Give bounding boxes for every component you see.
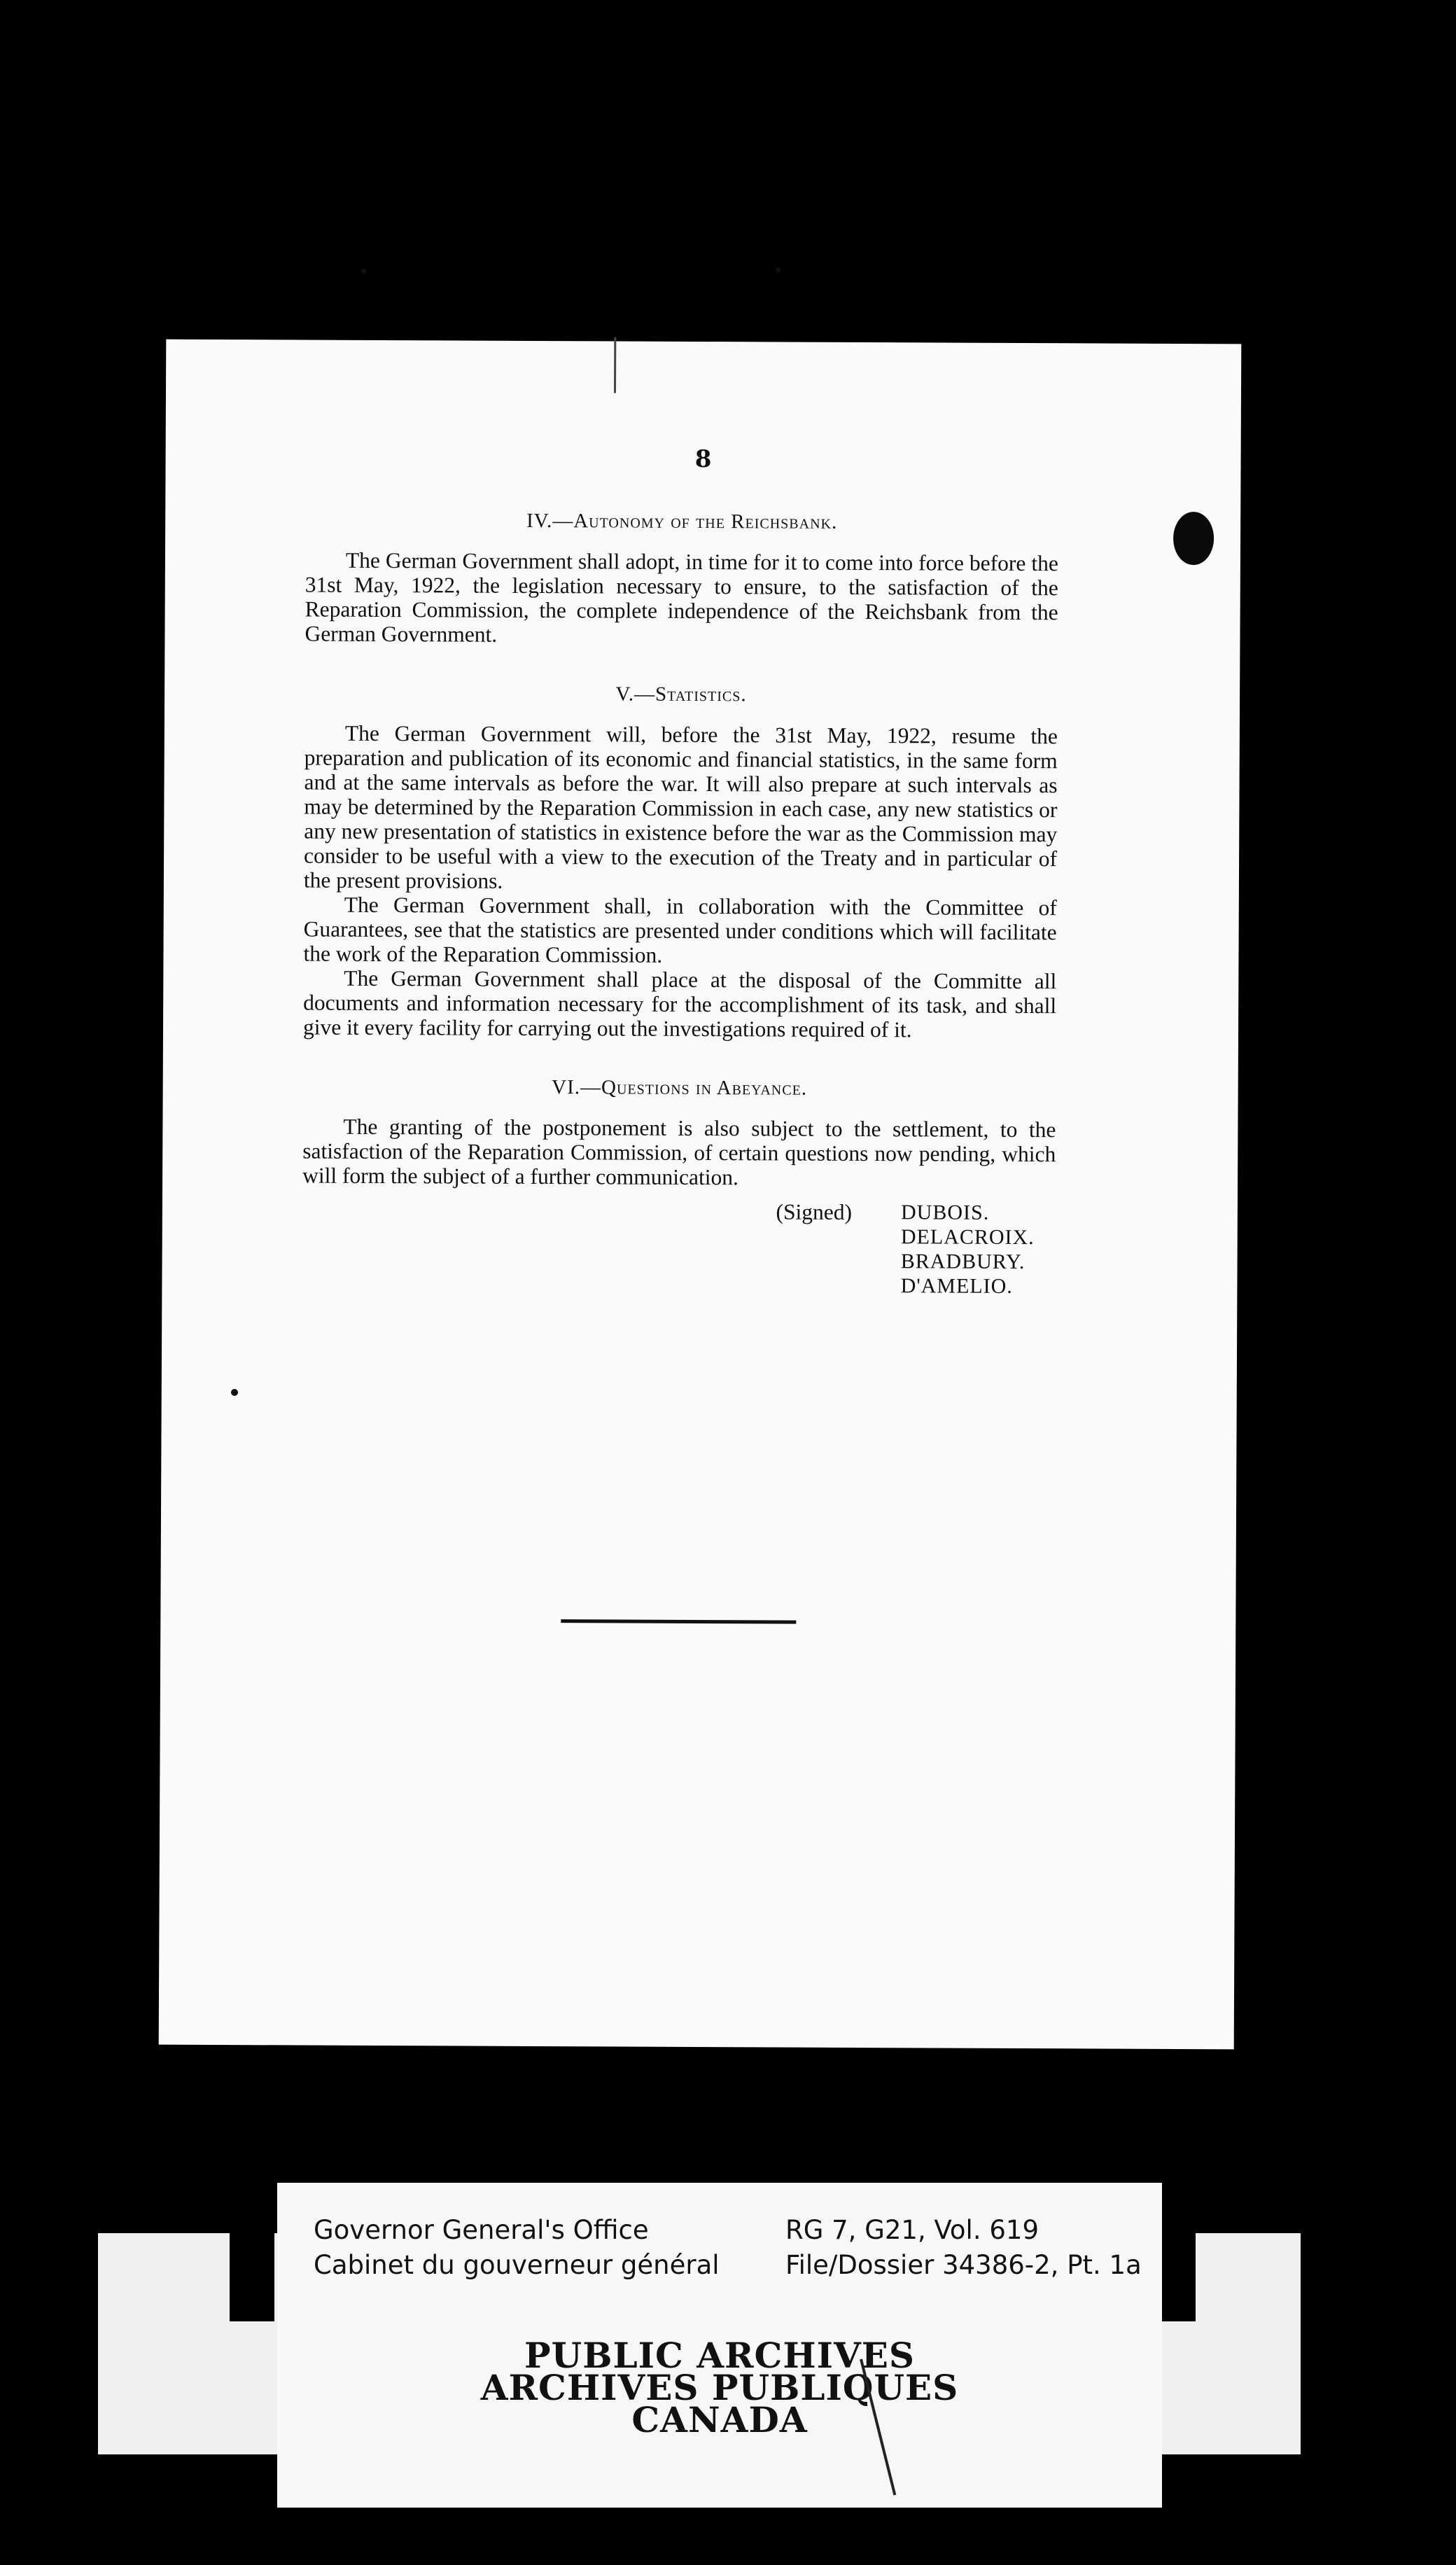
- office-name-fr: Cabinet du gouverneur général: [314, 2250, 720, 2280]
- label-notch: [1162, 2233, 1196, 2321]
- document-body: [302, 508, 1058, 1299]
- signed-label: (Signed): [776, 1199, 853, 1224]
- archive-label: [277, 2183, 1162, 2508]
- signatory: D'AMELIO.: [900, 1274, 1013, 1298]
- section-heading: IV.—Autonomy of the Reichsbank.: [526, 509, 838, 533]
- signature-block: [302, 1198, 1056, 1299]
- label-notch: [230, 2233, 274, 2321]
- dust-speck: [231, 1389, 238, 1396]
- reference-file: File/Dossier 34386-2, Pt. 1a: [785, 2250, 1142, 2280]
- archives-stamp-line: CANADA: [631, 2399, 808, 2440]
- signatory-list: [901, 1200, 1035, 1299]
- paragraph: The German Government shall, in collaboration with the Committee of Guarantees, see that the statistics are presented under conditions which will facilitate the work of the Reparation Commission.: [303, 892, 1057, 967]
- document-page: [159, 340, 1242, 2050]
- office-name-en: Governor General's Office: [314, 2215, 649, 2245]
- dust-speck: [776, 267, 780, 272]
- paragraph: The German Government shall place at the disposal of the Committe all documents and information necessary for the accomplishment of its task, and shall give it every facility for carrying out the investigations required of it.: [302, 965, 1057, 1042]
- page-number: 8: [694, 445, 712, 474]
- section-heading: VI.—Questions in Abeyance.: [552, 1076, 808, 1100]
- page-crease: [614, 337, 616, 393]
- dust-speck: [361, 269, 366, 274]
- closing-rule: [561, 1619, 796, 1623]
- archives-stamp-line: PUBLIC ARCHIVES: [524, 2335, 915, 2376]
- ink-blot: [1173, 512, 1214, 565]
- reference-volume: RG 7, G21, Vol. 619: [785, 2215, 1039, 2245]
- paragraph: The German Government will, before the 31st May, 1922, resume the preparation and publication of its economic and financial statistics, in the same form and at the same intervals as before the war. It will also prepare at such intervals as may be determined by the Reparation Commission in each case, any new statistics or any new presentation of statistics in existence before the war as the Commission may consider to be useful with a view to the execution of the Treaty and in particular of the present provisions.: [303, 720, 1058, 893]
- signatory: DELACROIX.: [900, 1225, 1035, 1250]
- signatory: DUBOIS.: [900, 1201, 990, 1224]
- paragraph: The German Government shall adopt, in time for it to come into force before the 31st May, 1922, the legislation necessary to ensure, to the satisfaction of the Reparation Commission, the complete independence of the Reichsbank from the German Government.: [304, 547, 1059, 647]
- archives-stamp-line: ARCHIVES PUBLIQUES: [480, 2367, 959, 2408]
- section-heading: V.—Statistics.: [615, 683, 747, 706]
- signatory: BRADBURY.: [900, 1250, 1026, 1274]
- paragraph: The granting of the postponement is also subject to the settlement, to the satisfaction of the Reparation Commission, of certain questions now pending, which will form the subject of a further communication.: [302, 1114, 1056, 1190]
